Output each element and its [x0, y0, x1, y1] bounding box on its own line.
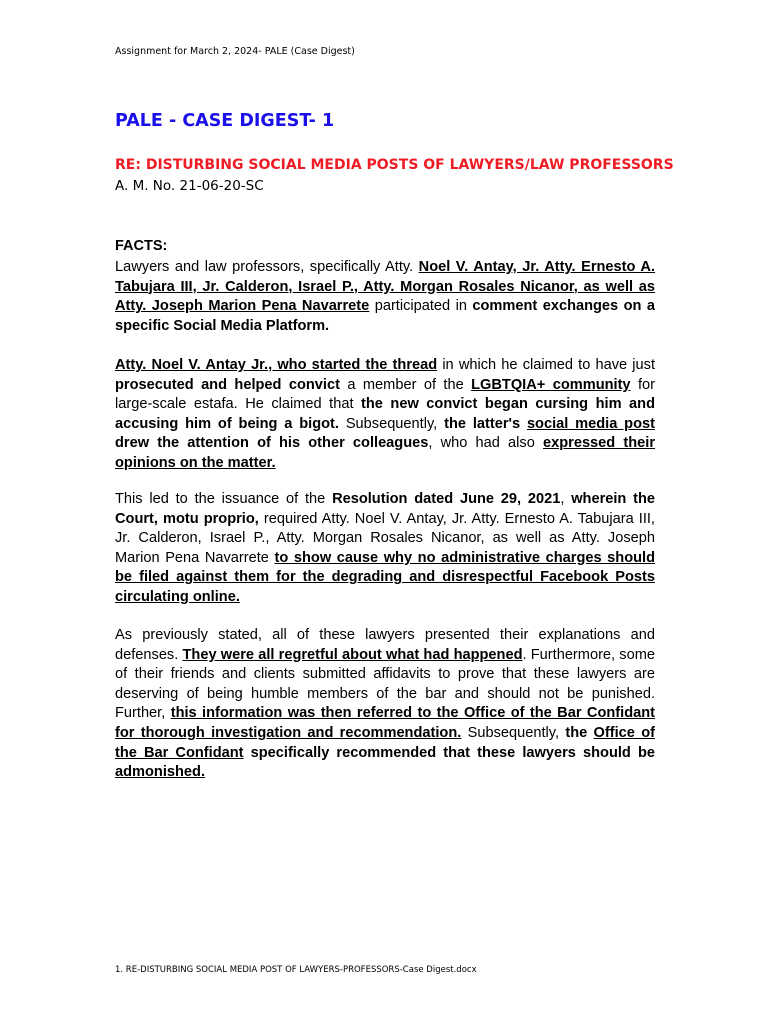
- case-subject: RE: DISTURBING SOCIAL MEDIA POSTS OF LAWYERS/LAW PROFESSORS: [115, 157, 674, 173]
- text-run: this information was then referred to the Office of the Bar Confidant for thorough investigation and recommendation.: [115, 705, 656, 741]
- text-run: comment exchanges on a specific Social Media Platform.: [115, 298, 655, 334]
- facts-paragraph-3: [115, 490, 655, 608]
- text-run: in which he claimed to have just: [437, 357, 655, 373]
- text-run: drew the attention of his other colleagues: [115, 435, 429, 452]
- text-run: Lawyers and law professors, specifically Atty.: [115, 259, 419, 275]
- text-run: They were all regretful about what had happened: [182, 646, 523, 663]
- text-run: specifically recommended that these lawyers should be: [243, 744, 655, 761]
- text-run: participated in: [369, 298, 473, 315]
- text-run: Subsequently,: [461, 724, 566, 741]
- text-run: LGBTQIA+ community: [471, 376, 631, 393]
- text-run: Noel V. Antay, Jr. Atty. Ernesto A. Tabujara III, Jr. Calderon, Israel P., Atty. Morgan Rosales Nicanor, as well as Atty. Joseph Marion Pena Navarrete: [115, 259, 655, 315]
- text-run: Office of the Bar Confidant: [115, 724, 655, 761]
- page-header: Assignment for March 2, 2024- PALE (Case Digest): [115, 46, 355, 57]
- text-run: Atty. Noel V. Antay Jr., who started the thread: [115, 357, 438, 373]
- document-title: PALE - CASE DIGEST- 1: [115, 111, 335, 131]
- text-run: Resolution dated June 29, 2021: [332, 491, 561, 507]
- text-run: ,: [560, 491, 572, 507]
- page-footer: 1. RE-DISTURBING SOCIAL MEDIA POST OF LAWYERS-PROFESSORS-Case Digest.docx: [115, 965, 477, 975]
- text-run: admonished.: [115, 764, 206, 781]
- facts-paragraph-4: [115, 626, 655, 783]
- text-run: wherein the Court, motu proprio,: [115, 491, 656, 527]
- text-run: , who had also: [428, 435, 543, 452]
- text-run: the new convict began cursing him and accusing him of being a bigot.: [115, 396, 655, 432]
- text-run: social media post: [526, 415, 655, 432]
- text-run: the latter's: [444, 415, 527, 432]
- text-run: the: [565, 724, 594, 741]
- text-run: a member of the: [339, 376, 472, 393]
- text-run: required Atty. Noel V. Antay, Jr. Atty. Ernesto A. Tabujara III, Jr. Calderon, Israel P., Atty. Morgan Rosales Nicanor, as well as Atty. Joseph Marion Pena Navarrete: [115, 510, 655, 566]
- am-number: A. M. No. 21-06-20-SC: [115, 178, 264, 194]
- facts-paragraph-2: [115, 356, 655, 474]
- text-run: . Furthermore, some of their friends and clients submitted affidavits to prove that these lawyers are deserving of being humble members of the bar and should not be punished. Further,: [115, 646, 655, 722]
- text-run: Subsequently,: [338, 415, 445, 432]
- facts-paragraph-1: [115, 258, 655, 336]
- text-run: This led to the issuance of the: [115, 491, 333, 507]
- text-run: As previously stated, all of these lawyers presented their explanations and defenses.: [115, 627, 655, 663]
- text-run: expressed their opinions on the matter.: [115, 435, 656, 471]
- text-run: prosecuted and helped convict: [115, 376, 340, 393]
- text-run: to show cause why no administrative charges should be filed against them for the degrading and disrespectful Facebook Posts circulating online.: [115, 549, 655, 605]
- text-run: for large-scale estafa. He claimed that: [115, 376, 656, 413]
- facts-heading: FACTS:: [115, 238, 168, 254]
